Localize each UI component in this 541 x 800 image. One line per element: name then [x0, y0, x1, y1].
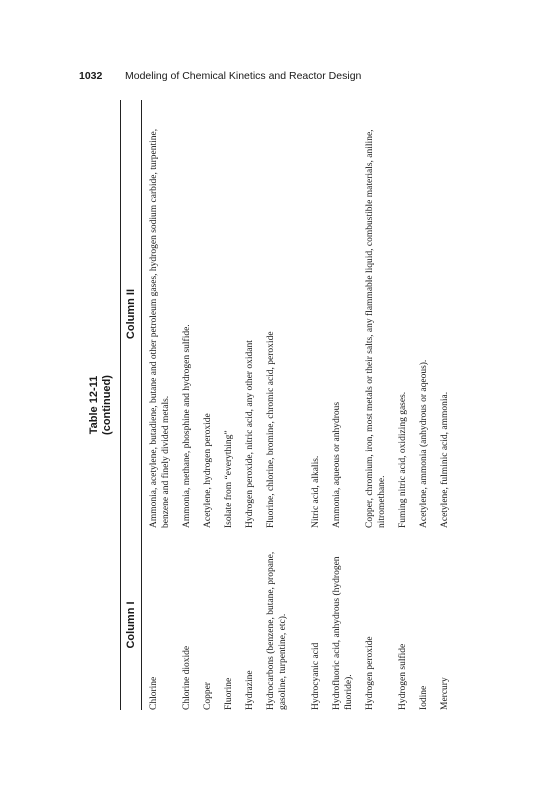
row-incompatibles: Nitric acid, alkalis.	[311, 455, 321, 528]
row-substance: Iodine	[419, 685, 429, 710]
row-incompatibles: Copper, chromium, iron, most metals or their salts, any flammable liquid, combustible materials, aniline, nitromethane.	[365, 129, 387, 528]
row-substance: Hydrazine	[245, 670, 255, 710]
row-substance: Hydrofluoric acid, anhydrous (hydrogen fluoride).	[332, 556, 354, 710]
row-incompatibles: Acetylene, hydrogen peroxide	[203, 413, 213, 528]
row-incompatibles: Isolate from “everything”	[224, 430, 234, 528]
row-incompatibles: Fuming nitric acid, oxidizing gases.	[398, 391, 408, 528]
row-incompatibles: Ammonia, methane, phosphine and hydrogen sulfide.	[182, 324, 192, 528]
table-title-number: Table 12-11	[88, 375, 100, 435]
table-top-rule	[120, 100, 121, 710]
row-incompatibles: Acetylene, ammonia (anhydrous or aqeous).	[419, 359, 429, 528]
row-incompatibles: Hydrogen peroxide, nitric acid, any other oxidant	[245, 340, 255, 528]
page-number: 1032	[79, 70, 103, 82]
table-header-rule	[141, 100, 142, 710]
rotated-table	[88, 100, 478, 710]
row-incompatibles: Acetylene, fulminic acid, ammonia.	[440, 391, 450, 528]
column-header-1: Column I	[125, 601, 137, 649]
row-substance: Mercury	[440, 677, 450, 710]
row-substance: Copper	[203, 682, 213, 710]
row-substance: Hydrogen peroxide	[365, 636, 375, 710]
row-incompatibles: Ammonia, acetylene, butadiene, butane and other petroleum gases, hydrogen sodium carbide, turpentine, benzene and finely divided metals.	[149, 128, 171, 528]
row-substance: Hydrogen sulfide	[398, 643, 408, 710]
table-title-continued: (continued)	[101, 375, 113, 435]
table-title	[88, 100, 114, 710]
row-substance: Hydrocyanic acid	[311, 642, 321, 710]
column-header-2: Column II	[125, 288, 137, 340]
running-title: Modeling of Chemical Kinetics and Reactor Design	[125, 70, 362, 82]
row-substance: Fluorine	[224, 677, 234, 710]
row-incompatibles: Fluorine, chlorine, bromine, chromic acid, peroxide	[266, 331, 276, 528]
row-substance: Hydrocarbons (benzene, butane, propane, gasoline, turpentine, etc).	[266, 551, 288, 710]
page-header	[79, 70, 499, 88]
row-incompatibles: Ammonia, aqueous or anhydrous	[332, 401, 342, 528]
row-substance: Chlorine dioxide	[182, 645, 192, 710]
row-substance: Chlorine	[149, 676, 159, 710]
